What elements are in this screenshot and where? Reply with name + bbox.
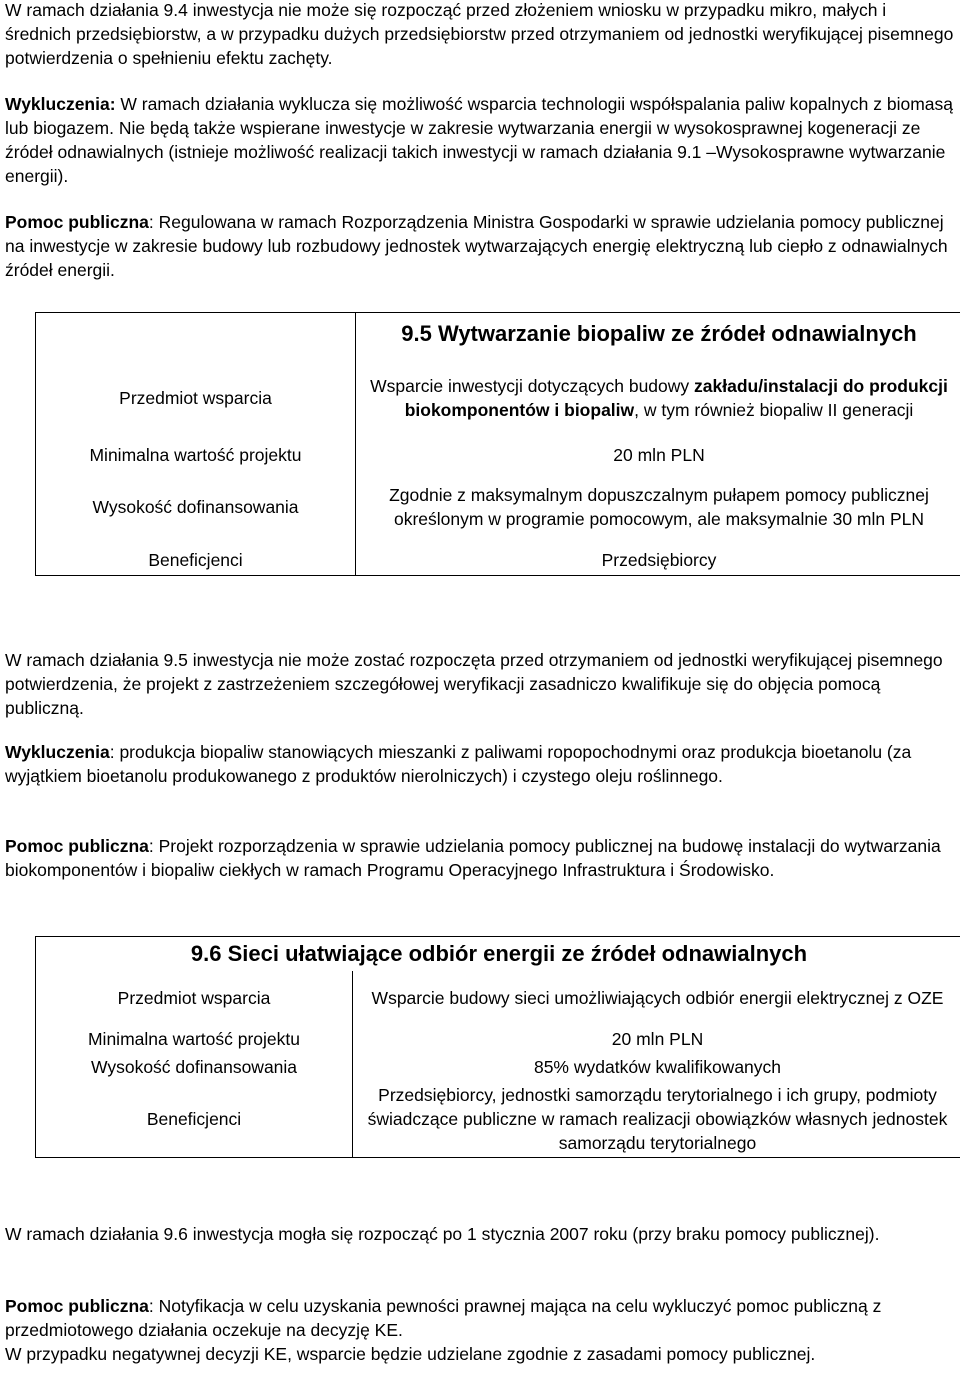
table-9-5 xyxy=(35,312,960,576)
table-9-5-label-min-value: Minimalna wartość projektu xyxy=(36,441,356,469)
table-9-6 xyxy=(35,936,960,1158)
paragraph-exclusions-9-5 xyxy=(5,740,955,788)
table-9-6-title: 9.6 Sieci ułatwiające odbiór energii ze źródeł odnawialnych xyxy=(190,941,808,966)
exclusions-text-2: Nie będą także wspierane inwestycje w zakresie wytwarzania energii w wysokosprawnej kogeneracji ze źródeł odnawialnych (istnieje możliwość realizacji takich inwestycji w ramach działania 9.1 –Wysokosprawne wytwarzanie energii). xyxy=(5,118,946,186)
table-9-5-value-min-value: 20 mln PLN xyxy=(356,441,960,469)
exclusions-text-1: W ramach działania wyklucza się możliwość wsparcia technologii współspalania paliw kopalnych z biomasą lub biogazem. xyxy=(5,94,954,138)
state-aid-label: Pomoc publiczna xyxy=(5,212,149,232)
state-aid-9-5-label: Pomoc publiczna xyxy=(5,836,149,856)
table-9-5-value-subject: Wsparcie inwestycji dotyczących budowy zakładu/instalacji do produkcji biokomponentów i biopaliw, w tym również biopaliw II generacji xyxy=(356,355,960,441)
table-9-5-label-subject: Przedmiot wsparcia xyxy=(36,355,356,441)
paragraph-exclusions-9-4 xyxy=(5,92,955,188)
paragraph-state-aid-9-6 xyxy=(5,1294,955,1342)
table-9-5-label-beneficiaries: Beneficjenci xyxy=(36,545,356,576)
table-9-6-label-subject: Przedmiot wsparcia xyxy=(36,971,353,1025)
state-aid-9-6-label: Pomoc publiczna xyxy=(5,1296,149,1316)
state-aid-9-5-text: : Projekt rozporządzenia w sprawie udzielania pomocy publicznej na budowę instalacji do wytwarzania biokomponentów i biopaliw ciekłych w ramach Programu Operacyjnego Infrastruktura i Środowisko. xyxy=(5,836,941,880)
table-9-5-value-funding: Zgodnie z maksymalnym dopuszczalnym pułapem pomocy publicznej określonym w programie pomocowym, ale maksymalnie 30 mln PLN xyxy=(356,469,960,545)
table-9-6-label-beneficiaries: Beneficjenci xyxy=(36,1081,353,1158)
exclusions-9-5-label: Wykluczenia xyxy=(5,742,110,762)
table-9-6-label-min-value: Minimalna wartość projektu xyxy=(36,1025,353,1053)
table-9-5-label-funding: Wysokość dofinansowania xyxy=(36,469,356,545)
paragraph-9-5-start: W ramach działania 9.5 inwestycja nie może zostać rozpoczęta przed otrzymaniem od jednostki weryfikującej pisemnego potwierdzenia, że projekt z zastrzeżeniem szczegółowej weryfikacji zasadniczo kwalifikuje się do objęcia pomocą publiczną. xyxy=(5,650,943,718)
state-aid-text: : Regulowana w ramach Rozporządzenia Ministra Gospodarki w sprawie udzielania pomocy publicznej na inwestycje w zakresie budowy lub rozbudowy jednostek wytwarzających energię elektryczną lub ciepło z odnawialnych źródeł energii. xyxy=(5,212,948,280)
table-9-6-value-funding: 85% wydatków kwalifikowanych xyxy=(353,1053,960,1081)
paragraph-state-aid-9-4 xyxy=(5,210,955,282)
table-9-6-label-funding: Wysokość dofinansowania xyxy=(36,1053,353,1081)
exclusions-9-5-text: : produkcja biopaliw stanowiących mieszanki z paliwami ropopochodnymi oraz produkcja bioetanolu (za wyjątkiem bioetanolu produkowanego z produktów nierolniczych) i czystego oleju roślinnego. xyxy=(5,742,912,786)
table-9-6-value-min-value: 20 mln PLN xyxy=(353,1025,960,1053)
table-9-6-value-beneficiaries: Przedsiębiorcy, jednostki samorządu terytorialnego i ich grupy, podmioty świadczące publiczne w ramach realizacji obowiązków własnych jednostek samorządu terytorialnego xyxy=(353,1081,960,1158)
paragraph-negative-decision: W przypadku negatywnej decyzji KE, wsparcie będzie udzielane zgodnie z zasadami pomocy publicznej. xyxy=(5,1344,816,1364)
table-9-5-title: 9.5 Wytwarzanie biopaliw ze źródeł odnawialnych xyxy=(401,321,917,346)
state-aid-9-6-text: : Notyfikacja w celu uzyskania pewności prawnej mająca na celu wykluczyć pomoc publiczną z przedmiotowego działania oczekuje na decyzję KE. xyxy=(5,1296,882,1340)
table-9-5-value-beneficiaries: Przedsiębiorcy xyxy=(356,545,960,576)
exclusions-label: Wykluczenia: xyxy=(5,94,116,114)
table-9-6-value-subject: Wsparcie budowy sieci umożliwiających odbiór energii elektrycznej z OZE xyxy=(353,971,960,1025)
paragraph-9-6-start: W ramach działania 9.6 inwestycja mogła się rozpocząć po 1 stycznia 2007 roku (przy braku pomocy publicznej). xyxy=(5,1224,880,1244)
paragraph-state-aid-9-5 xyxy=(5,834,955,882)
paragraph-9-4-start: W ramach działania 9.4 inwestycja nie może się rozpocząć przed złożeniem wniosku w przypadku mikro, małych i średnich przedsiębiorstw, a w przypadku dużych przedsiębiorstw przed otrzymaniem od jednostki weryfikującej pisemnego potwierdzenia o spełnieniu efektu zachęty. xyxy=(5,0,954,68)
